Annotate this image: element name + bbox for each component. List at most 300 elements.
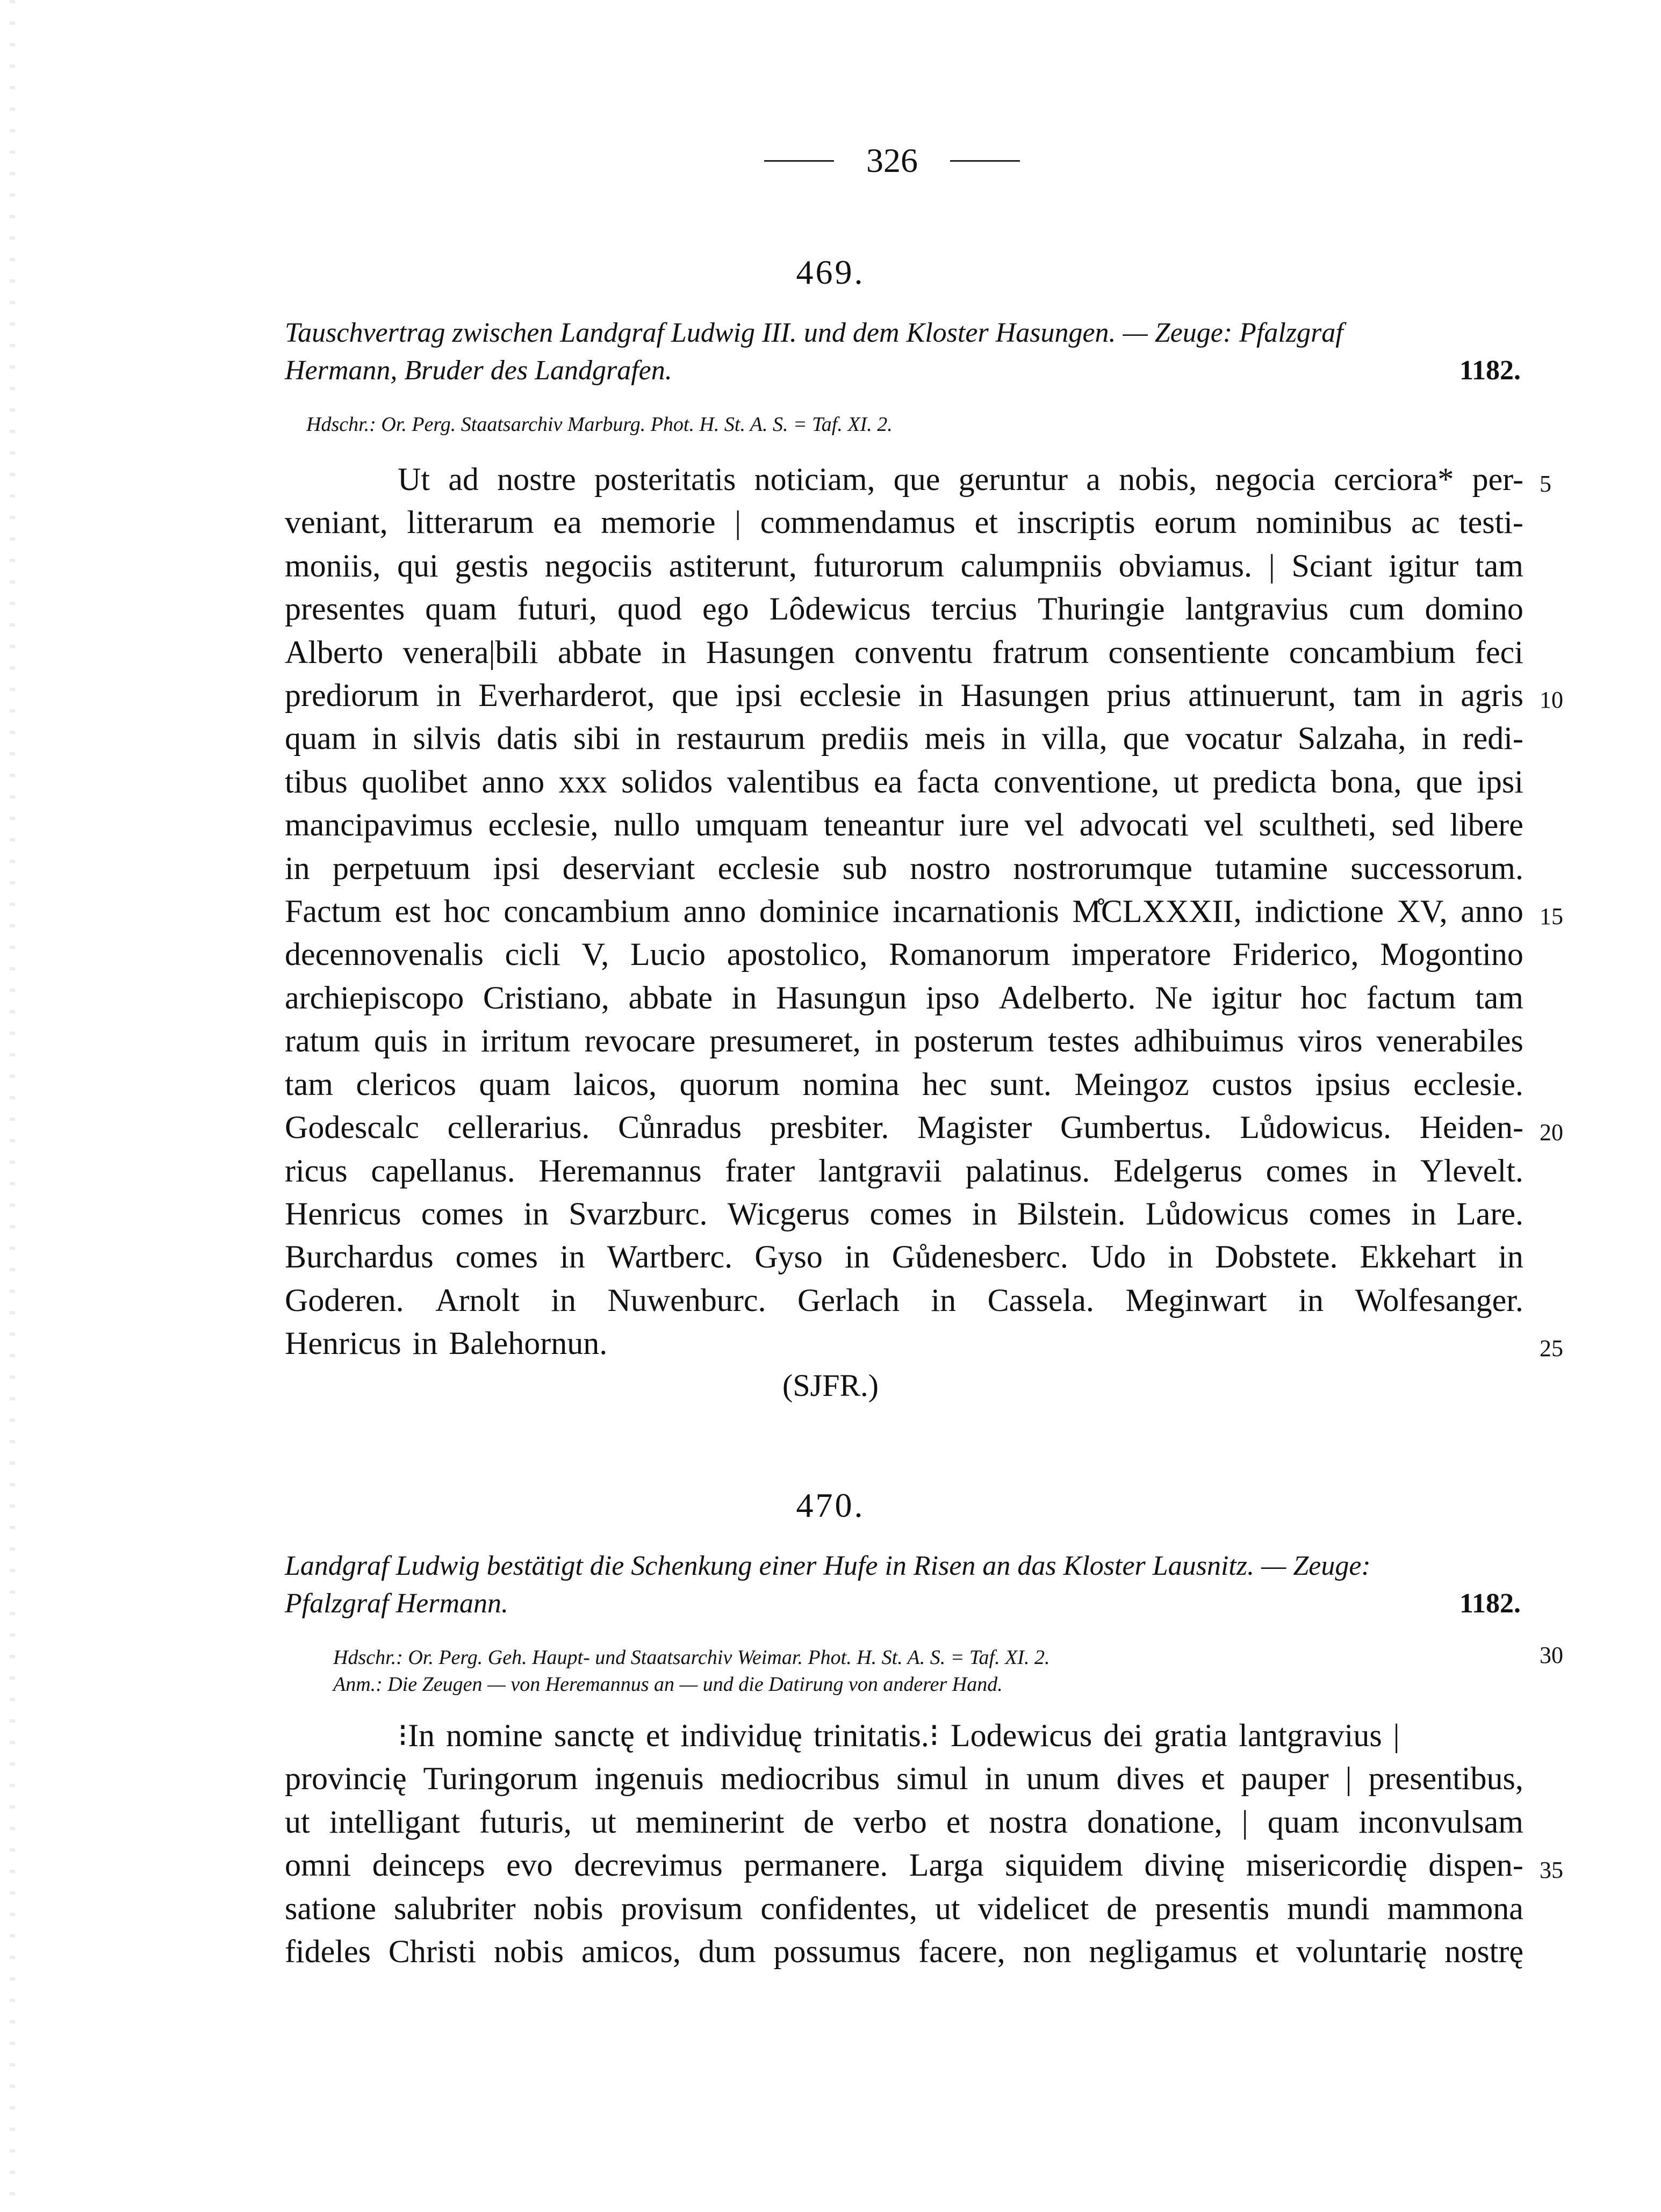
doc-470-text xyxy=(285,1714,1523,1973)
word: dominice xyxy=(759,894,880,930)
word: in xyxy=(972,1195,997,1231)
word: M̊CLXXXII, xyxy=(1072,894,1242,930)
word: sunt. xyxy=(989,1066,1052,1102)
word: nostrorumque xyxy=(1013,850,1192,886)
word: Lůdowicus. xyxy=(1240,1109,1391,1145)
word: Meingoz xyxy=(1074,1066,1189,1102)
doc-469-line-15 xyxy=(285,1063,1523,1106)
word: ut xyxy=(591,1804,616,1840)
word: abbate xyxy=(557,634,642,670)
word: confidentes, xyxy=(760,1890,917,1926)
doc-470-line-3 xyxy=(285,1800,1523,1843)
word: apostolico, xyxy=(727,936,868,972)
word: lantgravius xyxy=(1185,591,1329,627)
word: Turingorum xyxy=(423,1761,578,1797)
word: capellanus. xyxy=(371,1152,515,1188)
word: futurorum xyxy=(813,547,944,583)
word: advocati xyxy=(1079,807,1189,843)
word: cellerarius. xyxy=(447,1109,590,1145)
word: possumus xyxy=(773,1934,901,1970)
word: in xyxy=(984,1761,1010,1797)
word: | xyxy=(1345,1761,1352,1797)
word: iure xyxy=(959,807,1010,843)
word: Ut xyxy=(398,462,430,497)
word: in xyxy=(523,1195,549,1231)
word: Svarzburc. xyxy=(569,1195,708,1231)
word: Christi xyxy=(388,1934,477,1970)
doc-470-source xyxy=(333,1644,1049,1698)
doc-469-line-13 xyxy=(285,976,1523,1019)
word: nobis xyxy=(494,1934,564,1970)
word: presentibus, xyxy=(1368,1761,1523,1797)
word: in xyxy=(442,1023,467,1059)
word: Gyso xyxy=(754,1239,823,1275)
word: quam xyxy=(479,1066,551,1102)
word: nobis xyxy=(533,1890,603,1926)
word: in xyxy=(1411,1195,1436,1231)
doc-469-regest-line-1: Tauschvertrag zwischen Landgraf Ludwig III. und dem Kloster Hasungen. — Zeuge: Pfalzgraf xyxy=(285,318,1343,348)
word: testes xyxy=(1048,1023,1120,1059)
word: abbate xyxy=(628,979,713,1015)
word: quis xyxy=(374,1023,428,1059)
word: | xyxy=(735,505,742,541)
word: veniant, xyxy=(285,505,388,541)
word: concambium xyxy=(1289,634,1456,670)
word: hec xyxy=(922,1066,967,1102)
word: quam xyxy=(425,591,497,627)
word: sed xyxy=(1391,807,1435,843)
word: in xyxy=(285,850,310,886)
word: ipsi xyxy=(493,850,540,886)
word: quolibet xyxy=(362,763,468,799)
word: memorie xyxy=(601,505,716,541)
word: deinceps xyxy=(372,1847,485,1883)
word: hoc xyxy=(1300,979,1348,1015)
word: Lucio xyxy=(630,936,706,972)
word: et xyxy=(974,505,998,541)
word: Godescalc xyxy=(285,1109,419,1145)
word: Lare. xyxy=(1456,1195,1523,1231)
word: in xyxy=(931,1282,957,1318)
word: sibi xyxy=(573,720,620,756)
word: fideles xyxy=(285,1934,371,1970)
word: omni xyxy=(285,1847,351,1883)
word: facta xyxy=(916,763,980,799)
word: simul xyxy=(896,1761,968,1797)
word: clericos xyxy=(356,1066,456,1102)
word: vel xyxy=(1204,807,1243,843)
word: ecclesie xyxy=(717,850,820,886)
word: tam xyxy=(285,1066,333,1102)
word: anno xyxy=(683,894,746,930)
word: decrevimus xyxy=(574,1847,723,1883)
doc-470-regest xyxy=(285,1547,1521,1623)
word: conventione, xyxy=(993,763,1160,799)
word: indictione xyxy=(1255,894,1384,930)
word: in xyxy=(661,634,687,670)
word: nostro xyxy=(910,850,991,886)
word: Henricus xyxy=(285,1195,401,1231)
word: Cassela. xyxy=(987,1282,1094,1318)
word: nullo xyxy=(614,807,680,843)
word: Hasungun xyxy=(776,979,907,1015)
word: Wolfesanger. xyxy=(1355,1282,1523,1318)
word: Arnolt xyxy=(435,1282,520,1318)
word: pauper xyxy=(1241,1761,1329,1797)
doc-469-line-18 xyxy=(285,1192,1523,1235)
doc-469-line-7 xyxy=(285,717,1523,760)
word: nominibus xyxy=(1256,505,1392,541)
word: libere xyxy=(1450,807,1523,843)
word: conventu xyxy=(854,634,973,670)
word: eorum xyxy=(1154,505,1237,541)
word: xxx xyxy=(558,763,607,799)
word: predicta xyxy=(1213,763,1317,799)
word: Alberto xyxy=(285,634,384,670)
word: Gůdenesberc. xyxy=(891,1239,1068,1275)
word: meminerint xyxy=(635,1804,785,1840)
word: venera|bili xyxy=(402,634,538,670)
word: Gumbertus. xyxy=(1060,1109,1212,1145)
doc-470-line-6 xyxy=(285,1930,1523,1973)
word: astiterunt, xyxy=(668,547,797,583)
doc-470-regest-line-2 xyxy=(285,1585,1521,1623)
word: frater xyxy=(725,1152,795,1188)
word: obviamus. xyxy=(1118,547,1252,583)
word: Sciant xyxy=(1291,547,1372,583)
word: Adelberto. xyxy=(998,979,1136,1015)
word: Edelgerus xyxy=(1113,1152,1243,1188)
word: redi- xyxy=(1462,720,1523,756)
doc-470-regest-line-1: Landgraf Ludwig bestätigt die Schenkung einer Hufe in Risen an das Kloster Lausnitz. — Zeuge: xyxy=(285,1551,1371,1581)
word: perpetuum xyxy=(332,850,471,886)
word: archiepiscopo xyxy=(285,979,464,1015)
word: Hasungen xyxy=(706,634,835,670)
word: amicos, xyxy=(581,1934,681,1970)
word: Dobstete. xyxy=(1215,1239,1338,1275)
word: ego xyxy=(702,591,749,627)
word: sub xyxy=(842,850,888,886)
word: permanere. xyxy=(744,1847,888,1883)
word: geruntur xyxy=(958,462,1068,497)
word: mediocribus xyxy=(720,1761,880,1797)
word: ea xyxy=(553,505,582,541)
word: hoc xyxy=(443,894,491,930)
word: tercius xyxy=(931,591,1017,627)
word: nobis, xyxy=(1119,462,1197,497)
word: cum xyxy=(1349,591,1405,627)
word: nostra xyxy=(989,1804,1068,1840)
doc-470-line-4 xyxy=(285,1843,1523,1886)
doc-469-number: 469. xyxy=(796,253,865,291)
word: tam xyxy=(1475,547,1523,583)
word: comes xyxy=(455,1239,538,1275)
word: in xyxy=(1498,1239,1523,1275)
word: tam xyxy=(1353,678,1401,714)
doc-470-annotation: Anm.: Die Zeugen — von Heremannus an — und die Datirung von anderer Hand. xyxy=(333,1673,1003,1696)
word: Heiden- xyxy=(1419,1109,1523,1145)
word: in xyxy=(1168,1239,1193,1275)
word: ipso xyxy=(925,979,980,1015)
word: feci xyxy=(1475,634,1523,670)
word: imperatore xyxy=(1071,936,1211,972)
word: negligamus xyxy=(1089,1934,1238,1970)
word: noticiam, xyxy=(754,462,875,497)
word: misericordię xyxy=(1246,1847,1407,1883)
word: ut xyxy=(934,1890,960,1926)
word: ecclesie. xyxy=(1413,1066,1523,1102)
doc-470-year: 1182. xyxy=(1459,1588,1521,1619)
word: ecclesie, xyxy=(488,807,599,843)
doc-470-number: 470. xyxy=(796,1486,865,1524)
doc-469-line-9 xyxy=(285,803,1523,846)
word: venerabiles xyxy=(1376,1023,1523,1059)
word: igitur xyxy=(1389,547,1459,583)
word: vocatur xyxy=(1185,720,1282,756)
doc-469-line-16 xyxy=(285,1106,1523,1149)
word: ipsius xyxy=(1315,1066,1391,1102)
line-number-10: 10 xyxy=(1540,687,1563,713)
page-number xyxy=(742,141,1042,181)
doc-469-line-14 xyxy=(285,1019,1523,1062)
word: de xyxy=(803,1804,835,1840)
word: in xyxy=(731,979,757,1015)
word: in xyxy=(1298,1282,1324,1318)
word: ingenuis xyxy=(594,1761,704,1797)
word: quorum xyxy=(679,1066,780,1102)
word: ratum xyxy=(285,1023,360,1059)
page-number-dash-right xyxy=(950,160,1020,162)
word: intelligant xyxy=(329,1804,461,1840)
word: Bilstein. xyxy=(1017,1195,1126,1231)
word: et xyxy=(1255,1934,1279,1970)
word: dives xyxy=(1116,1761,1185,1797)
word: Magister xyxy=(917,1109,1032,1145)
word: silvis xyxy=(413,720,481,756)
word: umquam xyxy=(695,807,809,843)
doc-469-year: 1182. xyxy=(1459,355,1521,386)
word: ipsi xyxy=(735,678,782,714)
word: quam xyxy=(285,720,357,756)
word: presumeret, xyxy=(709,1023,861,1059)
doc-469-regest-line-2-text: Hermann, Bruder des Landgrafen. xyxy=(285,355,672,386)
page-number-text: 326 xyxy=(866,141,918,179)
word: Salzaha, xyxy=(1297,720,1406,756)
word: litterarum xyxy=(407,505,534,541)
scan-margin-artifact xyxy=(10,0,15,2212)
word: mammona xyxy=(1387,1890,1523,1926)
word: dispen- xyxy=(1428,1847,1523,1883)
word: Lůdowicus xyxy=(1145,1195,1289,1231)
word: fratrum xyxy=(992,634,1089,670)
word: videlicet xyxy=(977,1890,1089,1926)
word: comes xyxy=(1308,1195,1391,1231)
word: presbiter. xyxy=(770,1109,889,1145)
word: que xyxy=(672,678,718,714)
doc-470-source-line-1: Hdschr.: Or. Perg. Geh. Haupt- und Staatsarchiv Weimar. Phot. H. St. A. S. = Taf. XI. 2. xyxy=(333,1646,1050,1669)
word: unum xyxy=(1026,1761,1100,1797)
doc-470-regest-line-2-text: Pfalzgraf Hermann. xyxy=(285,1588,508,1619)
word: commendamus xyxy=(760,505,956,541)
doc-469-line-21: Henricus in Balehornun. xyxy=(285,1325,608,1361)
word: tam xyxy=(1475,979,1523,1015)
word: per- xyxy=(1472,462,1523,497)
word: nomina xyxy=(802,1066,900,1102)
word: non xyxy=(1023,1934,1072,1970)
word: datis xyxy=(497,720,558,756)
word: Ylevelt. xyxy=(1420,1152,1523,1188)
word: anno xyxy=(481,763,545,799)
doc-469-line-12 xyxy=(285,933,1523,976)
word: futuris, xyxy=(479,1804,572,1840)
word: siquidem xyxy=(1005,1847,1124,1883)
word: Larga xyxy=(909,1847,984,1883)
word: nostrę xyxy=(1444,1934,1523,1970)
word: solidos xyxy=(621,763,713,799)
word: prius xyxy=(1106,678,1171,714)
word: tibus xyxy=(285,763,348,799)
doc-469-line-17 xyxy=(285,1149,1523,1192)
word: Wicgerus xyxy=(727,1195,850,1231)
word: in xyxy=(1001,720,1026,756)
word: Thuringie xyxy=(1037,591,1165,627)
word: Goderen. xyxy=(285,1282,404,1318)
word: quod xyxy=(617,591,682,627)
word: ea xyxy=(874,763,903,799)
line-number-15: 15 xyxy=(1540,903,1563,930)
word: cicli xyxy=(505,936,560,972)
word: Cůnradus xyxy=(618,1109,742,1145)
doc-469-line-20 xyxy=(285,1279,1523,1322)
word: prediis xyxy=(821,720,909,756)
doc-469-line-6 xyxy=(285,674,1523,717)
word: vel xyxy=(1024,807,1065,843)
word: inscriptis xyxy=(1017,505,1135,541)
doc-469-regest-line-2 xyxy=(285,352,1521,390)
word: Wartberc. xyxy=(607,1239,733,1275)
word: ac xyxy=(1411,505,1440,541)
word: que xyxy=(1415,763,1463,799)
word: qui xyxy=(397,547,438,583)
line-number-5: 5 xyxy=(1540,471,1551,497)
word: restaurum xyxy=(676,720,806,756)
word: in xyxy=(560,1239,585,1275)
word: presentis xyxy=(1154,1890,1270,1926)
word: verbo xyxy=(853,1804,927,1840)
line-number-25: 25 xyxy=(1540,1335,1563,1361)
word: in xyxy=(551,1282,576,1318)
word: domino xyxy=(1425,591,1523,627)
word: et xyxy=(946,1804,970,1840)
word: in xyxy=(1371,1152,1397,1188)
word: irritum xyxy=(480,1023,571,1059)
line-number-35: 35 xyxy=(1540,1857,1563,1883)
word: inconvulsam xyxy=(1358,1804,1523,1840)
word: Ekkehart xyxy=(1360,1239,1477,1275)
word: agris xyxy=(1461,678,1523,714)
word: comes xyxy=(421,1195,504,1231)
word: in xyxy=(372,720,398,756)
doc-469-regest xyxy=(285,314,1521,390)
word: prediorum xyxy=(285,678,419,714)
doc-469-line-2 xyxy=(285,501,1523,544)
doc-470-line-5 xyxy=(285,1887,1523,1930)
word: Everharderot, xyxy=(478,678,655,714)
doc-469-line-11 xyxy=(285,890,1523,933)
word: V, xyxy=(581,936,609,972)
word: negociis xyxy=(544,547,652,583)
word: Mogontino xyxy=(1380,936,1523,972)
word: laicos, xyxy=(573,1066,657,1102)
word: meis xyxy=(924,720,986,756)
word: ad xyxy=(448,462,479,497)
word: attinuerunt, xyxy=(1188,678,1336,714)
word: negocia xyxy=(1215,462,1315,497)
word: posteritatis xyxy=(594,462,736,497)
word: que xyxy=(1123,720,1170,756)
word: dum xyxy=(698,1934,756,1970)
word: satione xyxy=(285,1890,376,1926)
word: ricus xyxy=(285,1152,348,1188)
word: cerciora* xyxy=(1334,462,1454,497)
word: | xyxy=(1268,547,1275,583)
word: lantgravii xyxy=(818,1152,942,1188)
word: decennovenalis xyxy=(285,936,484,972)
word: futuri, xyxy=(517,591,597,627)
word: viros xyxy=(1298,1023,1363,1059)
word: provisum xyxy=(621,1890,743,1926)
word: nostre xyxy=(497,462,576,497)
doc-469-line-8 xyxy=(285,760,1523,803)
word: factum xyxy=(1366,979,1456,1015)
word: scultheti, xyxy=(1259,807,1376,843)
word: de xyxy=(1106,1890,1137,1926)
word: quam xyxy=(1267,1804,1340,1840)
word: in xyxy=(436,678,462,714)
word: provincię xyxy=(285,1761,407,1797)
word: Lôdewicus xyxy=(769,591,911,627)
line-number-20: 20 xyxy=(1540,1119,1563,1145)
word: Heremannus xyxy=(538,1152,702,1188)
word: palatinus. xyxy=(965,1152,1090,1188)
word: XV, xyxy=(1397,894,1448,930)
word: gestis xyxy=(455,547,529,583)
word: villa, xyxy=(1041,720,1108,756)
word: anno xyxy=(1461,894,1523,930)
word: successorum. xyxy=(1350,850,1523,886)
word: Factum xyxy=(285,894,382,930)
word: ipsi xyxy=(1477,763,1523,799)
word: valentibus xyxy=(727,763,860,799)
doc-469-line-3 xyxy=(285,544,1523,587)
word: in xyxy=(1418,678,1444,714)
word: incarnationis xyxy=(892,894,1059,930)
word: posterum xyxy=(914,1023,1034,1059)
word: facere, xyxy=(918,1934,1005,1970)
word: moniis, xyxy=(285,547,381,583)
doc-469-line-10 xyxy=(285,847,1523,890)
word: Udo xyxy=(1090,1239,1146,1275)
word: in xyxy=(635,720,661,756)
doc-469-line-5 xyxy=(285,631,1523,674)
word: custos xyxy=(1212,1066,1293,1102)
word: salubriter xyxy=(393,1890,516,1926)
word: Nuwenburc. xyxy=(607,1282,766,1318)
word: donatione, xyxy=(1087,1804,1223,1840)
doc-470-line-1: ⁝In nomine sanctę et individuę trinitatis.⁝ Lodewicus dei gratia lantgravius | xyxy=(398,1718,1400,1753)
word: bona, xyxy=(1331,763,1402,799)
word: deserviant xyxy=(562,850,695,886)
